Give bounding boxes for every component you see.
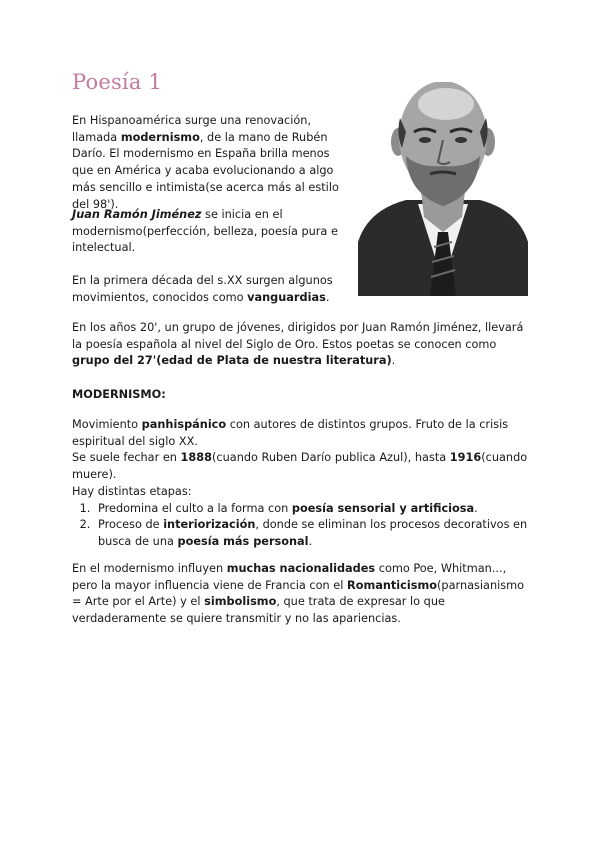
text-span: Movimiento: [72, 418, 142, 431]
bold-term: modernismo: [120, 130, 200, 144]
text-span: Proceso de: [98, 518, 164, 532]
text-span: En la primera década del s.XX surgen algunos movimientos, conocidos como: [72, 274, 333, 304]
portrait-photo: [358, 82, 528, 296]
stages-list: [72, 501, 532, 551]
bold-term: panhispánico: [141, 418, 227, 431]
paragraph-jrj: [72, 207, 354, 257]
list-item: [94, 501, 532, 518]
paragraph-modernismo: [72, 417, 532, 551]
paragraph-grupo27: [72, 320, 532, 370]
text-span: (parnasianismo = Arte por el Arte) y el: [72, 578, 525, 609]
text-span: En los años 20', un grupo de jóvenes, dirigidos por Juan Ramón Jiménez, llevará la poesía española al nivel del Siglo de Oro. Estos poetas se conocen como: [72, 321, 524, 351]
line-group: [72, 450, 532, 483]
bold-term: muchas nacionalidades: [226, 562, 376, 575]
list-item: [94, 517, 532, 550]
bold-term: poesía sensorial y artificiosa: [291, 501, 475, 515]
paragraph-intro: [72, 113, 354, 213]
text-span: Se suele fechar en: [72, 451, 181, 465]
text-span: .: [391, 354, 396, 368]
text-span: .: [308, 534, 313, 548]
text-span: (cuando muere).: [72, 451, 528, 482]
bold-term: simbolismo: [204, 595, 277, 609]
text-span: con autores de distintos grupos. Fruto de la crisis espiritual del siglo XX.: [72, 418, 509, 448]
page-title: Poesía 1: [72, 70, 162, 94]
bold-term: Romanticismo: [347, 578, 437, 592]
bold-term: grupo del 27'(edad de Plata de nuestra literatura): [72, 354, 392, 368]
text-span: En Hispanoamérica surge una renovación, llamada: [72, 114, 312, 144]
text-span: como Poe, Whitman..., pero la mayor influencia viene de Francia con el: [72, 562, 507, 592]
bold-term: interiorización: [163, 518, 256, 532]
text-span: (cuando Ruben Darío publica Azul), hasta: [212, 451, 450, 465]
text-span: .: [474, 501, 478, 515]
paragraph-influencias: [72, 561, 532, 628]
text-span: , donde se eliminan los procesos decorativos en busca de una: [98, 518, 528, 548]
paragraph-vanguardias: [72, 273, 354, 306]
bold-term: Juan Ramón Jiménez: [72, 208, 202, 221]
text-span: .: [325, 290, 330, 304]
line-group: [72, 417, 532, 450]
text-span: se inicia en el modernismo(perfección, belleza, poesía pura e intelectual.: [72, 208, 338, 255]
text-span: , de la mano de Rubén Darío. El modernismo en España brilla menos que en América y acaba evolucionando a algo más sencillo e intimista(se acerca más al estilo del 98').: [72, 130, 339, 211]
text-line: Hay distintas etapas:: [72, 484, 192, 498]
bold-term: 1888: [180, 451, 212, 465]
text-span: Predomina el culto a la forma con: [98, 501, 292, 515]
bold-term: 1916: [449, 451, 482, 465]
section-heading: MODERNISMO:: [72, 388, 166, 401]
text-span: , que trata de expresar lo que verdaderamente se quiere transmitir y no las apariencias.: [72, 595, 445, 626]
bold-term: poesía más personal: [177, 534, 309, 548]
bold-term: vanguardias: [247, 290, 326, 304]
text-span: En el modernismo influyen: [72, 562, 227, 575]
